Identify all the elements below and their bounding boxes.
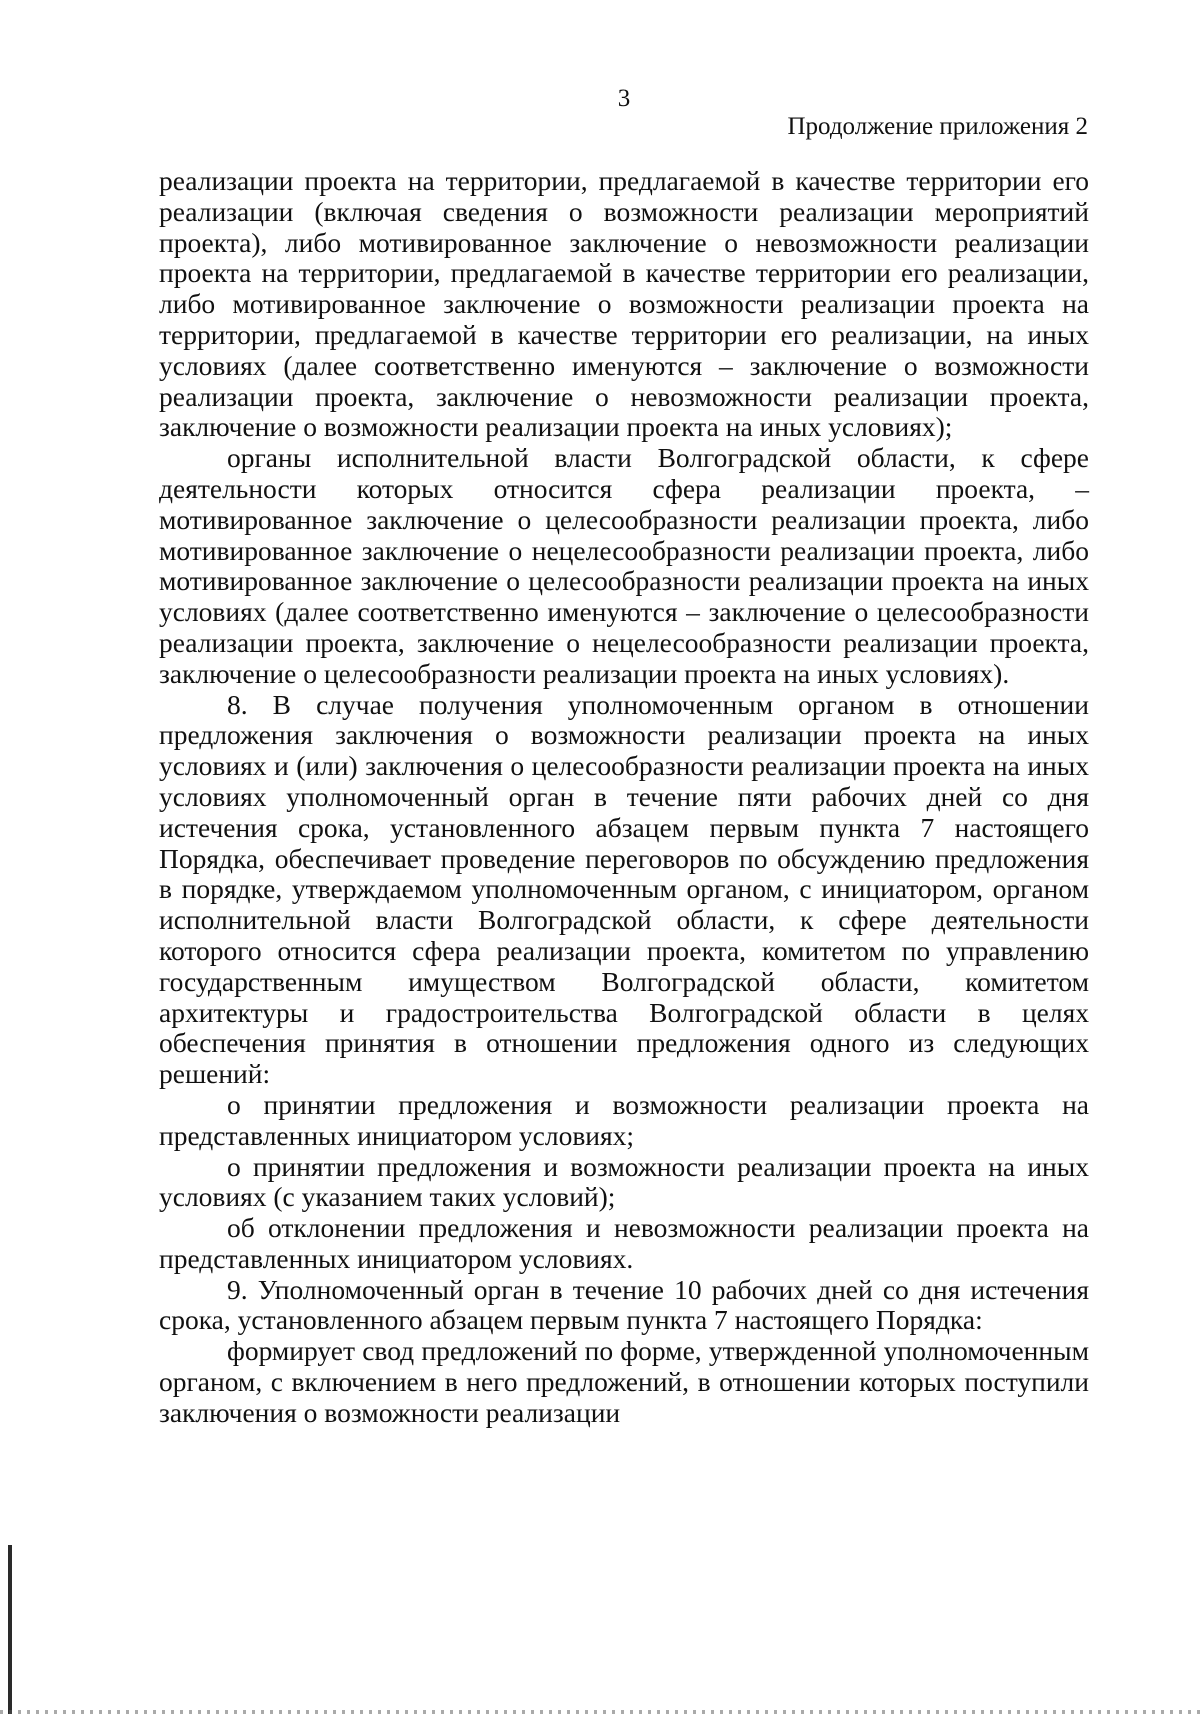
paragraph: о принятии предложения и возможности реализации проекта на представленных инициатором условиях; [159, 1088, 1089, 1151]
paragraph: о принятии предложения и возможности реализации проекта на иных условиях (с указанием таких условий); [159, 1150, 1089, 1213]
paragraph: 9. Уполномоченный орган в течение 10 рабочих дней со дня истечения срока, установленного абзацем первым пункта 7 настоящего Порядка: [159, 1273, 1089, 1336]
paragraph: об отклонении предложения и невозможности реализации проекта на представленных инициатором условиях. [159, 1212, 1089, 1274]
paragraph: 8. В случае получения уполномоченным органом в отношении предложения заключения о возможности реализации проекта на иных условиях и (или) заключения о целесообразности реализации проекта на иных условиях уполномоченный орган в течение пяти рабочих дней со дня истечения срока, установленного абзацем первым пункта 7 настоящего Порядка, обеспечивает проведение переговоров по обсуждению предложения в порядке, утверждаемом уполномоченным органом, с инициатором, органом исполнительной власти Волгоградской области, к сфере деятельности которого относится сфера реализации проекта, комитетом по управлению государственным имуществом Волгоградской области, комитетом архитектуры и градостроительства Волгоградской области в целях обеспечения принятия в отношении предложения одного из следующих решений: [159, 688, 1089, 1090]
page-number: 3 [617, 85, 631, 112]
scan-edge-mark [0, 1710, 1200, 1714]
paragraph: органы исполнительной власти Волгоградской области, к сфере деятельности которых относится сфера реализации проекта, – мотивированное заключение о целесообразности реализации проекта, либо мотивированное заключение о нецелесообразности реализации проекта, либо мотивированное заключение о целесообразности реализации проекта на иных условиях (далее соответственно именуются – заключение о целесообразности реализации проекта, заключение о нецелесообразности реализации проекта, заключение о целесообразности реализации проекта на иных условиях). [159, 442, 1089, 689]
paragraph: реализации проекта на территории, предлагаемой в качестве территории его реализации (включая сведения о возможности реализации мероприятий проекта), либо мотивированное заключение о невозможности реализации проекта на территории, предлагаемой в качестве территории его реализации, либо мотивированное заключение о возможности реализации проекта на территории, предлагаемой в качестве территории его реализации, на иных условиях (далее соответственно именуются – заключение о возможности реализации проекта, заключение о невозможности реализации проекта, заключение о возможности реализации проекта на иных условиях); [159, 165, 1089, 443]
scan-edge-mark [8, 1545, 12, 1714]
continuation-header: Продолжение приложения 2 [787, 113, 1088, 140]
document-body [159, 166, 1089, 1429]
paragraph: формирует свод предложений по форме, утвержденной уполномоченным органом, с включением в него предложений, в отношении которых поступили заключения о возможности реализации [159, 1335, 1089, 1428]
